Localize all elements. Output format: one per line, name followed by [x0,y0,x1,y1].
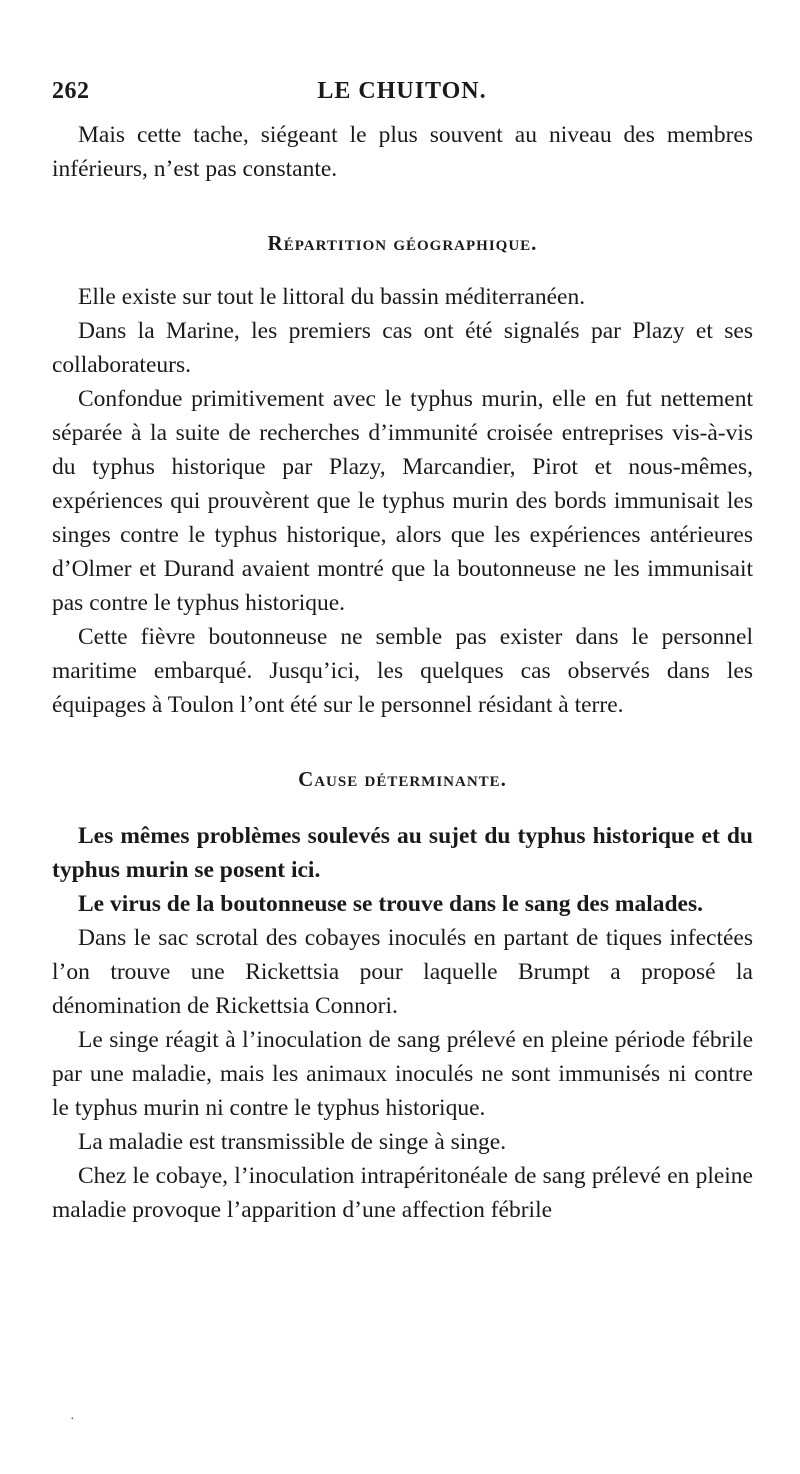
paragraph: Le virus de la boutonneuse se trouve dans le sang des malades. [78,891,703,917]
paragraph: Chez le cobaye, l’inoculation intrapéritonéale de sang prélevé en pleine maladie provoque l’apparition d’une affection fébrile [52,1163,753,1223]
section-heading-cause: Cause déterminante. [298,767,507,791]
paragraph: Mais cette tache, siégeant le plus souvent au niveau des membres inférieurs, n’est pas constante. [52,122,753,182]
page-number: 262 [52,78,90,104]
paragraph: Cette fièvre boutonneuse ne semble pas exister dans le personnel maritime embarqué. Jusqu’ici, les quelques cas observés dans les équipages à Toulon l’ont été sur le personnel résidant à terre. [52,624,753,718]
section-heading-repartition: Répartition géographique. [267,231,538,255]
paragraph: Les mêmes problèmes soulevés au sujet du typhus historique et du typhus murin se posent ici. [52,823,753,883]
paragraph: La maladie est transmissible de singe à singe. [78,1129,507,1155]
paragraph: Le singe réagit à l’inoculation de sang prélevé en pleine période fébrile par une maladie, mais les animaux inoculés ne sont immunisés ni contre le typhus murin ni contre le typhus historique. [52,1027,753,1121]
paragraph: Dans le sac scrotal des cobayes inoculés en partant de tiques infectées l’on trouve une Rickettsia pour laquelle Brumpt a proposé la dénomination de Rickettsia Connori. [52,925,753,1019]
paragraph: Dans la Marine, les premiers cas ont été signalés par Plazy et ses collaborateurs. [52,318,753,378]
running-title: LE CHUITON. [317,78,487,104]
paragraph: Elle existe sur tout le littoral du bassin méditerranéen. [78,284,586,310]
body-text [52,118,753,1227]
page-header [52,78,752,110]
ink-speck: · [70,1412,75,1427]
paragraph: Confondue primitivement avec le typhus murin, elle en fut nettement séparée à la suite de recherches d’immunité croisée entreprises vis-à-vis du typhus historique par Plazy, Marcandier, Pirot et nous-mêmes, expériences qui prouvèrent que le typhus murin des bords immunisait les singes contre le typhus historique, alors que les expériences antérieures d’Olmer et Durand avaient montré que la boutonneuse ne les immunisait pas contre le typhus historique. [52,386,753,616]
